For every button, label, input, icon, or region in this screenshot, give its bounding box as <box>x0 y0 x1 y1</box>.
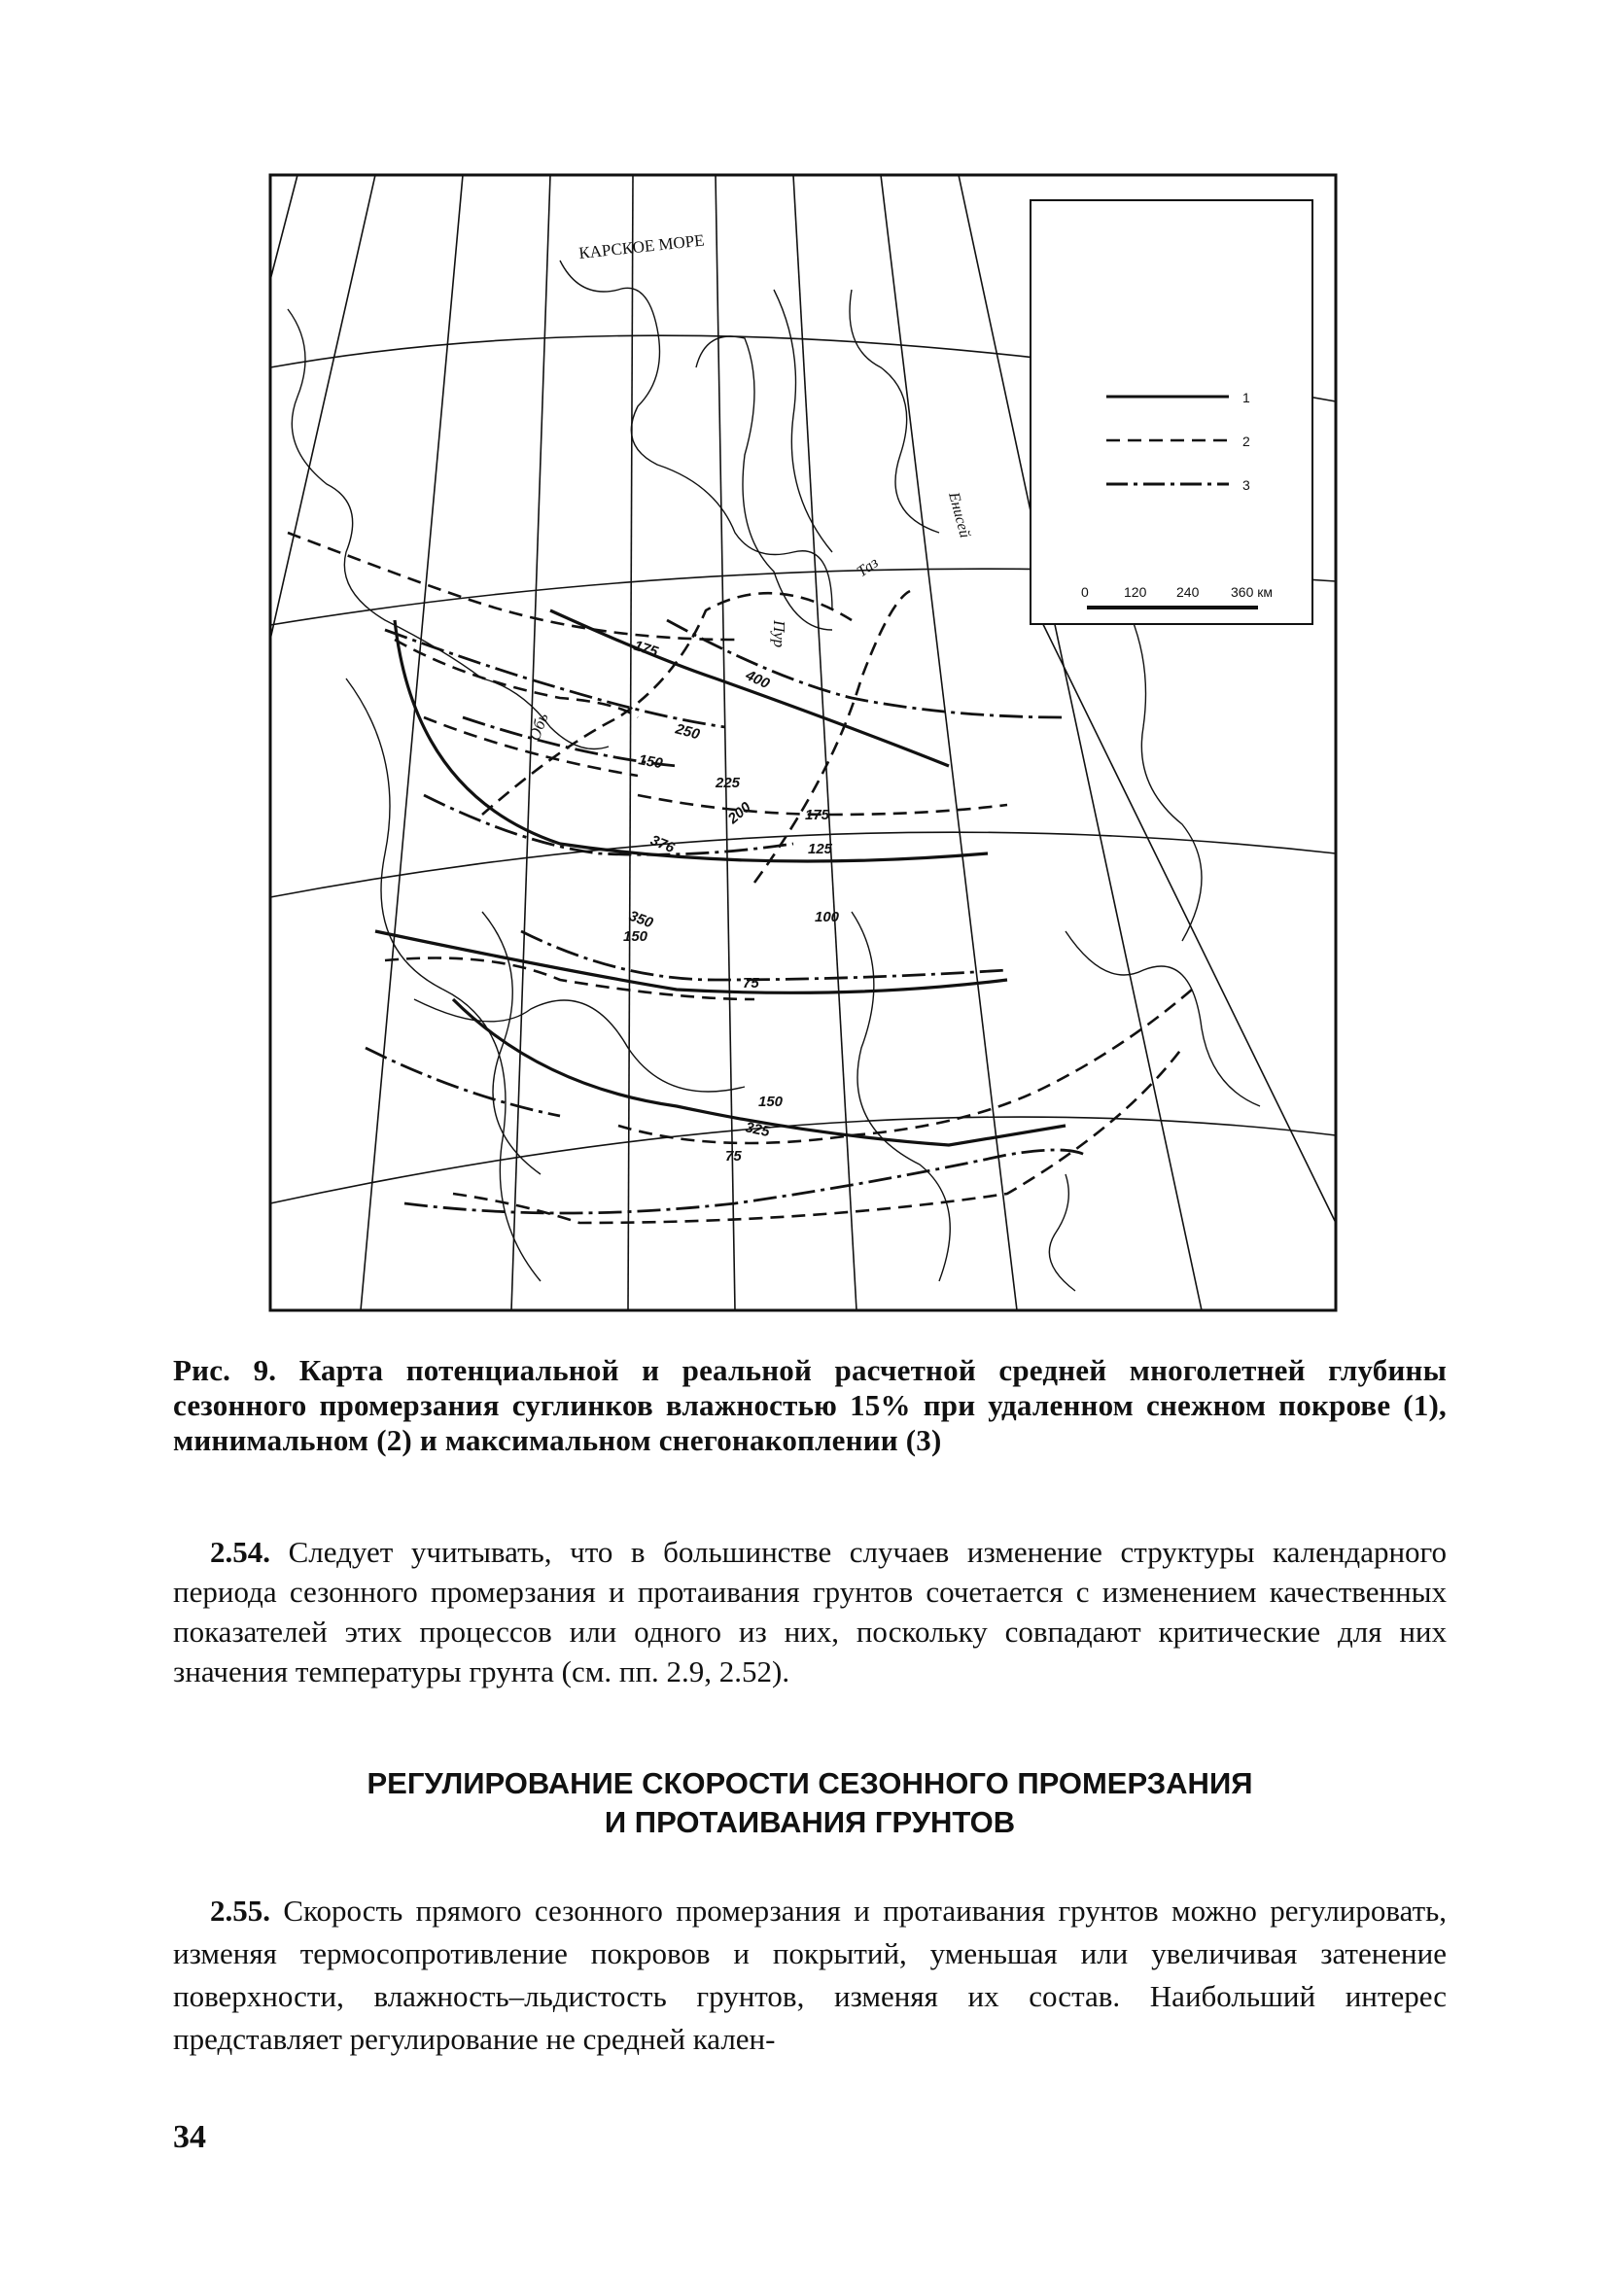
svg-text:250: 250 <box>673 720 702 744</box>
isolines-solid <box>375 610 1066 1145</box>
svg-text:150: 150 <box>623 928 648 945</box>
map-figure <box>268 173 1338 1312</box>
svg-text:150: 150 <box>758 1094 784 1110</box>
svg-text:400: 400 <box>743 667 773 693</box>
svg-text:3: 3 <box>1242 477 1250 493</box>
svg-text:125: 125 <box>808 841 833 857</box>
svg-text:100: 100 <box>815 909 840 925</box>
caption-text: Карта потенциальной и реальной расчетной средней многолетней глубины сезонного промерзания суглинков влажностью 15% при удаленном снежном покрове (1), минимальном (2) и максимальном снегонакоплении (3) <box>173 1353 1447 1457</box>
svg-text:75: 75 <box>743 975 759 991</box>
svg-text:1: 1 <box>1242 390 1250 405</box>
section-heading-line-1: РЕГУЛИРОВАНИЕ СКОРОСТИ СЕЗОННОГО ПРОМЕРЗАНИЯ <box>367 1766 1253 1800</box>
caption-prefix: Рис. 9. <box>173 1353 277 1387</box>
section-heading-line-2: И ПРОТАИВАНИЯ ГРУНТОВ <box>604 1805 1016 1839</box>
svg-text:Енисей: Енисей <box>945 490 973 540</box>
svg-text:Обь: Обь <box>524 711 552 744</box>
svg-text:350: 350 <box>626 907 655 932</box>
svg-text:120: 120 <box>1124 584 1147 600</box>
svg-text:175: 175 <box>631 637 660 661</box>
figure-caption <box>173 1353 1447 1458</box>
svg-text:75: 75 <box>725 1148 742 1165</box>
svg-text:Пур: Пур <box>770 620 788 648</box>
section-heading <box>173 1764 1447 1842</box>
page-number: 34 <box>173 2119 206 2155</box>
paragraph-text: Следует учитывать, что в большинстве случаев изменение структуры календарного периода сезонного промерзания и протаивания грунтов сочетается с изменением качественных показателей этих процессов или одного из них, поскольку совпадают критические для них значения температуры грунта (см. пп. 2.9, 2.52). <box>173 1535 1447 1688</box>
svg-text:150: 150 <box>637 751 664 773</box>
svg-text:КАРСКОЕ МОРЕ: КАРСКОЕ МОРЕ <box>577 230 706 262</box>
svg-text:325: 325 <box>744 1119 772 1141</box>
svg-text:225: 225 <box>716 775 741 791</box>
svg-text:Таз: Таз <box>854 554 882 581</box>
paragraph-2-54 <box>173 1532 1447 1691</box>
legend-box <box>1031 200 1312 624</box>
svg-text:175: 175 <box>805 807 830 823</box>
svg-text:2: 2 <box>1242 434 1250 449</box>
svg-text:200: 200 <box>724 798 754 828</box>
paragraph-2-55 <box>173 1890 1447 2061</box>
svg-text:240: 240 <box>1176 584 1200 600</box>
svg-text:376: 376 <box>647 831 678 857</box>
svg-text:0: 0 <box>1081 584 1089 600</box>
svg-text:360 км: 360 км <box>1231 584 1273 600</box>
paragraph-text: Скорость прямого сезонного промерзания и протаивания грунтов можно регулировать, изменяя термосопротивление покровов и покрытий, уменьшая или увеличивая затенение поверхности, влажность–льдистость грунтов, изменяя их состав. Наибольший интерес представляет регулирование не средней кален- <box>173 1894 1448 2056</box>
paragraph-number: 2.55. <box>210 1894 270 1928</box>
paragraph-number: 2.54. <box>210 1535 270 1569</box>
